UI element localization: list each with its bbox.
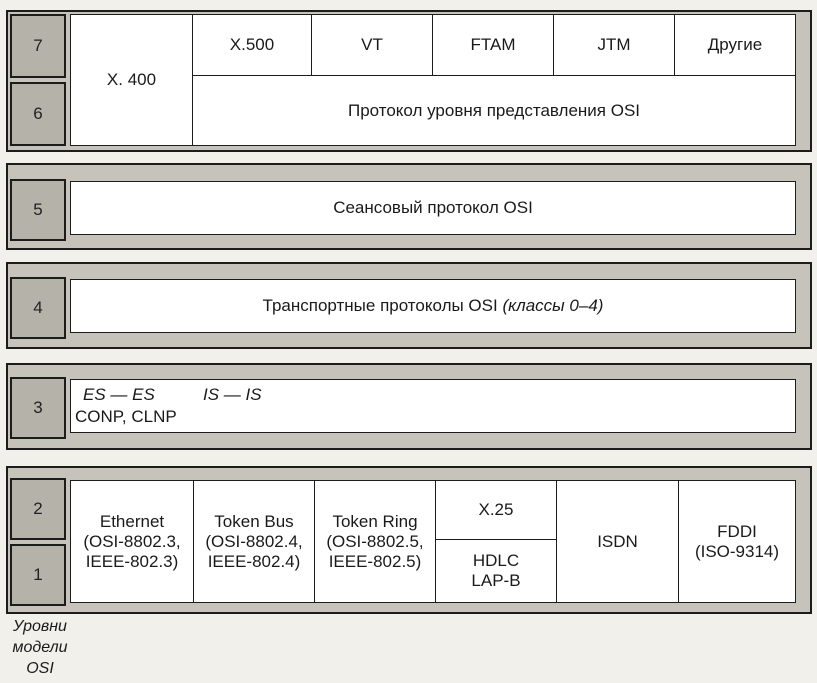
isdn-cell: ISDN (556, 480, 679, 603)
caption-line-2: модели (12, 639, 68, 656)
fddi-cell (678, 480, 796, 603)
level-4-label: 4 (10, 277, 66, 339)
es-es-text: ES — ES (83, 385, 155, 404)
osi-levels-caption (0, 616, 80, 679)
hdlc-name: HDLC (472, 551, 520, 570)
level-3-label: 3 (10, 377, 66, 439)
lapb-name: LAP-B (471, 571, 521, 590)
other-cell: Другие (674, 14, 796, 76)
ftam-cell: FTAM (432, 14, 554, 76)
token-ring-cell (314, 480, 436, 603)
transport-protocol-text: Транспортные протоколы OSI (262, 296, 498, 315)
ethernet-ieee-standard: IEEE-802.3) (85, 551, 179, 571)
fddi-name: FDDI (717, 521, 757, 541)
x500-cell: X.500 (192, 14, 312, 76)
level-7-label: 7 (10, 14, 66, 78)
token-bus-osi-standard: (OSI-8802.4, (205, 531, 303, 551)
network-protocol-cell (70, 379, 796, 433)
session-protocol-cell: Сеансовый протокол OSI (70, 181, 796, 235)
level-5-label: 5 (10, 179, 66, 241)
presentation-protocol-cell: Протокол уровня представления OSI (192, 75, 796, 146)
token-ring-ieee-standard: IEEE-802.5) (328, 551, 422, 571)
fddi-standard: (ISO-9314) (694, 541, 780, 561)
caption-line-3: OSI (26, 660, 54, 677)
token-ring-name: Token Ring (332, 511, 418, 531)
transport-classes-text: (классы 0–4) (502, 296, 604, 315)
token-bus-ieee-standard: IEEE-802.4) (207, 551, 301, 571)
ethernet-name: Ethernet (99, 511, 165, 531)
conp-clnp-text: CONP, CLNP (75, 407, 177, 426)
ethernet-osi-standard: (OSI-8802.3, (83, 531, 181, 551)
token-bus-name: Token Bus (214, 511, 294, 531)
transport-protocol-cell (70, 279, 796, 333)
hdlc-lapb-cell (435, 539, 557, 603)
token-ring-osi-standard: (OSI-8802.5, (326, 531, 424, 551)
ethernet-cell (70, 480, 194, 603)
caption-line-1: Уровни (13, 618, 67, 635)
level-1-label: 1 (10, 544, 66, 606)
level-6-label: 6 (10, 82, 66, 146)
vt-cell: VT (311, 14, 433, 76)
jtm-cell: JTM (553, 14, 675, 76)
x400-cell: X. 400 (70, 14, 193, 146)
level-2-label: 2 (10, 478, 66, 540)
is-is-text: IS — IS (203, 385, 262, 404)
x25-cell: X.25 (435, 480, 557, 540)
token-bus-cell (193, 480, 315, 603)
